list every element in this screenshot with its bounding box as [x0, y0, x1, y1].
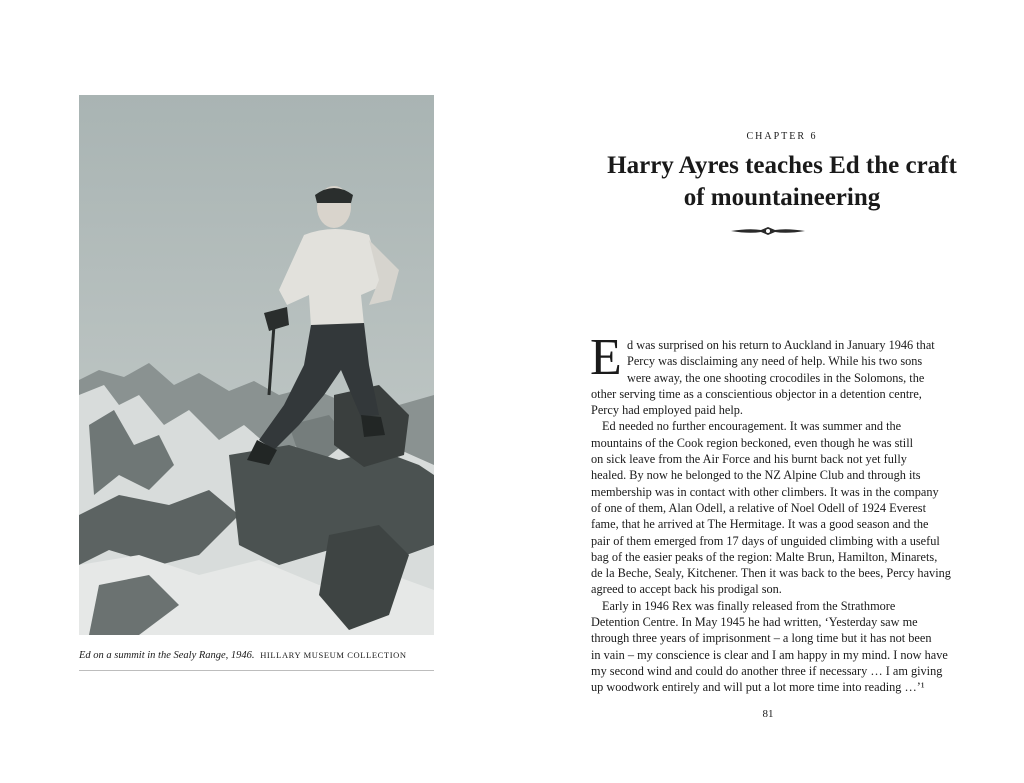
- chapter-label: CHAPTER 6: [746, 131, 818, 142]
- page-number: 81: [762, 708, 774, 720]
- body-line: on sick leave from the Air Force and his burnt back not yet fully: [591, 452, 907, 467]
- body-line: de la Beche, Sealy, Kitchener. Then it was back to the bees, Percy having: [591, 566, 951, 581]
- photograph: [79, 95, 434, 635]
- body-line: pair of them emerged from 17 days of unguided climbing with a useful: [591, 533, 940, 548]
- body-line: through three years of imprisonment – a long time but it has not been: [591, 631, 932, 646]
- photo-caption: [79, 648, 434, 663]
- body-line: Early in 1946 Rex was finally released from the Strathmore: [602, 598, 896, 613]
- body-line: my second wind and could do another three if necessary … I am giving: [591, 663, 943, 678]
- caption-credit: HILLARY MUSEUM COLLECTION: [260, 650, 407, 660]
- body-line: other serving time as a conscientious objector in a detention centre,: [591, 386, 922, 401]
- body-line: membership was in contact with other climbers. It was in the company: [591, 484, 939, 499]
- body-line: healed. By now he belonged to the NZ Alpine Club and through its: [591, 468, 921, 483]
- body-line: bag of the easier peaks of the region: Malte Brun, Hamilton, Minarets,: [591, 549, 938, 564]
- body-line: fame, that he arrived at The Hermitage. It was a good season and the: [591, 517, 929, 532]
- caption-divider: [79, 670, 434, 671]
- drop-cap: E: [590, 329, 622, 386]
- chapter-title-line-2: of mountaineering: [683, 184, 881, 211]
- body-line: agreed to accept back his prodigal son.: [591, 582, 782, 597]
- chapter-title: [582, 150, 982, 214]
- chapter-body: [591, 337, 956, 696]
- body-line: Detention Centre. In May 1945 he had written, ‘Yesterday saw me: [591, 615, 918, 630]
- body-line: of one of them, Alan Odell, a relative of Noel Odell of 1924 Everest: [591, 500, 926, 515]
- mountaineer-photo-icon: [79, 95, 434, 635]
- body-line: up woodwork entirely and will put a lot more time into reading …’¹: [591, 680, 925, 695]
- flourish-ornament-icon: [731, 226, 805, 236]
- body-line: in vain – my conscience is clear and I am happy in my mind. I now have: [591, 647, 948, 662]
- body-line: d was surprised on his return to Auckland in January 1946 that: [627, 338, 935, 352]
- body-line: Percy had employed paid help.: [591, 403, 743, 418]
- body-line: Ed needed no further encouragement. It was summer and the: [602, 419, 902, 434]
- chapter-title-line-1: Harry Ayres teaches Ed the craft: [607, 152, 957, 179]
- body-line: mountains of the Cook region beckoned, even though he was still: [591, 435, 914, 450]
- body-line: Percy was disclaiming any need of help. While his two sons: [627, 354, 923, 369]
- caption-text: Ed on a summit in the Sealy Range, 1946.: [79, 650, 255, 661]
- body-line: were away, the one shooting crocodiles in the Solomons, the: [627, 370, 925, 385]
